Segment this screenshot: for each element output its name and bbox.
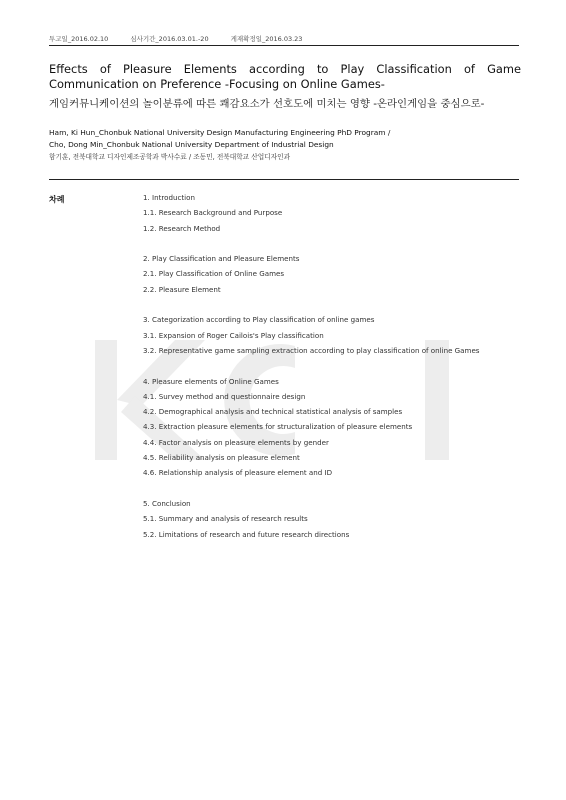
toc-subsection: 5.2. Limitations of research and future research directions xyxy=(143,529,350,539)
toc-subsection: 2.2. Pleasure Element xyxy=(143,284,221,294)
toc-subsection: 4.5. Reliability analysis on pleasure element xyxy=(143,453,300,463)
author-block xyxy=(49,127,519,163)
toc-subsection: 3.1. Expansion of Roger Cailois's Play classification xyxy=(143,330,324,340)
author-line-1: Ham, Ki Hun_Chonbuk National University Design Manufacturing Engineering PhD Program / xyxy=(49,128,391,137)
toc-subsection: 2.1. Play Classification of Online Games xyxy=(143,269,285,279)
date-header xyxy=(49,34,302,43)
author-line-2: Cho, Dong Min_Chonbuk National University Department of Industrial Design xyxy=(49,140,334,149)
toc-section-heading: 5. Conclusion xyxy=(143,498,191,508)
toc-subsection: 3.2. Representative game sampling extraction according to play classification of online Games xyxy=(143,345,480,355)
toc-section-heading: 2. Play Classification and Pleasure Elements xyxy=(143,254,300,264)
toc-subsection: 4.1. Survey method and questionnaire design xyxy=(143,391,306,401)
toc-subsection: 5.1. Summary and analysis of research results xyxy=(143,514,308,524)
toc-section-heading: 1. Introduction xyxy=(143,193,195,202)
toc-spacer xyxy=(143,300,480,315)
accepted-date: 게재확정일_2016.03.23 xyxy=(230,35,303,43)
toc-subsection: 1.1. Research Background and Purpose xyxy=(143,208,283,218)
toc-spacer xyxy=(143,484,480,499)
toc-subsection: 1.2. Research Method xyxy=(143,223,221,233)
paper-title-ko: 게임커뮤니케이션의 놀이분류에 따른 쾌감요소가 선호도에 미치는 영향 -온라인게임을 중심으로- xyxy=(49,98,485,110)
section-rule xyxy=(49,179,519,180)
table-of-contents xyxy=(143,193,480,545)
review-period: 심사기간_2016.03.01.-20 xyxy=(130,35,209,43)
toc-spacer xyxy=(143,361,480,376)
paper-title-en: Effects of Pleasure Elements according to Play Classification of Game Communication on Preference -Focusing on Online Games- xyxy=(49,62,521,91)
toc-subsection: 4.3. Extraction pleasure elements for structuralization of pleasure elements xyxy=(143,422,413,432)
author-line-ko: 함기훈, 전북대학교 디자인제조공학과 박사수료 / 조동민, 전북대학교 산업디자인과 xyxy=(49,153,291,161)
toc-label: 차례 xyxy=(49,195,65,204)
toc-section-heading: 3. Categorization according to Play classification of online games xyxy=(143,315,375,325)
submitted-date: 투고일_2016.02.10 xyxy=(49,35,109,43)
toc-spacer xyxy=(143,239,480,254)
toc-subsection: 4.6. Relationship analysis of pleasure element and ID xyxy=(143,468,333,478)
toc-subsection: 4.2. Demographical analysis and technical statistical analysis of samples xyxy=(143,407,403,417)
top-rule xyxy=(49,45,519,46)
toc-subsection: 4.4. Factor analysis on pleasure elements by gender xyxy=(143,437,329,447)
toc-section-heading: 4. Pleasure elements of Online Games xyxy=(143,376,279,386)
